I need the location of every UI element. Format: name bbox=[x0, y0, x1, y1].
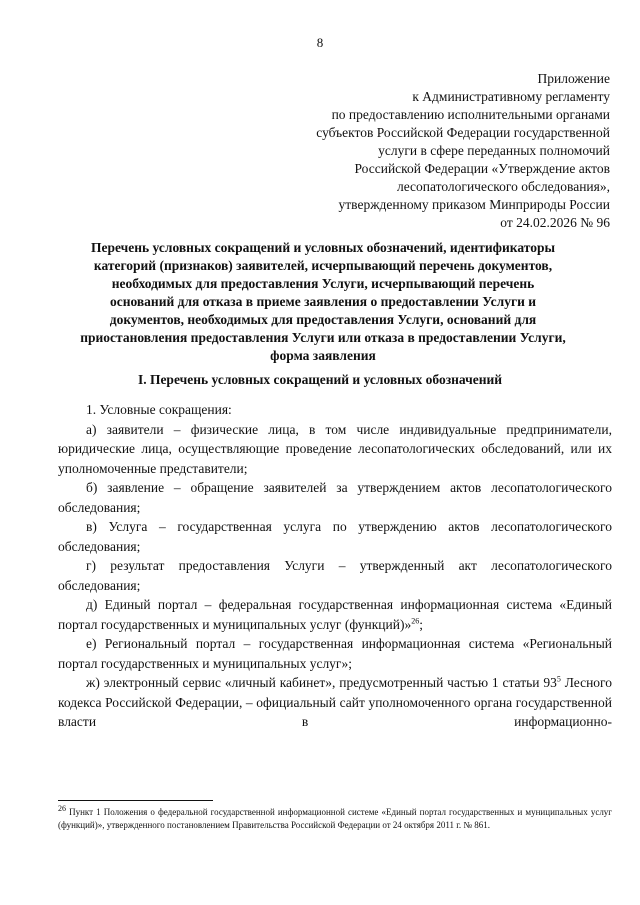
appendix-line: от 24.02.2026 № 96 bbox=[500, 215, 610, 230]
appendix-line: лесопатологического обследования», bbox=[396, 179, 610, 194]
document-title bbox=[58, 239, 588, 365]
title-line: оснований для отказа в приеме заявления о предоставлении Услуги и bbox=[109, 294, 537, 309]
list-item-zh-continuation: Лесного кодекса Российской Федерации, – официальный сайт уполномоченного органа государственной власти в информационно- bbox=[58, 675, 613, 729]
footnote-number: 26 bbox=[58, 804, 66, 813]
footnote-reference: 26 bbox=[411, 616, 420, 625]
appendix-line: к Административному регламенту bbox=[412, 89, 610, 104]
appendix-line: по предоставлению исполнительными органами bbox=[331, 107, 610, 122]
title-line: документов, необходимых для предоставления Услуги, оснований для bbox=[109, 312, 537, 327]
list-item-d-text: д) Единый портал – федеральная государственная информационная система «Единый портал государственных и муниципальных услуг (функций)» bbox=[58, 597, 612, 632]
list-item-v: в) Услуга – государственная услуга по утверждению актов лесопатологического обследования; bbox=[58, 519, 612, 554]
appendix-header bbox=[190, 70, 610, 232]
appendix-line: услуги в сфере переданных полномочий bbox=[378, 143, 610, 158]
appendix-line: утвержденному приказом Минприроды России bbox=[338, 197, 610, 212]
title-line: Перечень условных сокращений и условных обозначений, идентификаторы bbox=[91, 240, 555, 255]
list-item-d-end: ; bbox=[419, 616, 423, 632]
document-body bbox=[58, 400, 612, 732]
footnote bbox=[58, 806, 612, 832]
footnote-text: Пункт 1 Положения о федеральной государственной информационной системе «Единый портал государственных и муниципальных услуг (функций)», утвержденного постановлением Правительства Российской Федерации от 24 октября 2011 г. № 861. bbox=[58, 807, 612, 830]
title-line: категорий (признаков) заявителей, исчерпывающий перечень документов, bbox=[93, 258, 553, 273]
title-line: необходимых для предоставления Услуги, исчерпывающий перечень bbox=[111, 276, 535, 291]
appendix-line: Российской Федерации «Утверждение актов bbox=[354, 161, 610, 176]
list-item-d bbox=[58, 595, 612, 634]
list-item-a: а) заявители – физические лица, в том числе индивидуальные предприниматели, юридические лица, осуществляющие проведение лесопатологических обследований, или их уполномоченные представители; bbox=[58, 421, 612, 476]
list-item-zh bbox=[58, 673, 612, 732]
section-heading: I. Перечень условных сокращений и условных обозначений bbox=[137, 372, 503, 387]
list-heading: 1. Условные сокращения: bbox=[86, 402, 232, 417]
appendix-line: субъектов Российской Федерации государственной bbox=[316, 125, 610, 140]
footnote-divider bbox=[58, 800, 213, 801]
page-number: 8 bbox=[316, 35, 324, 50]
article-superscript: 5 bbox=[556, 674, 561, 684]
list-item-e: е) Региональный портал – государственная информационная система «Региональный портал государственных и муниципальных услуг»; bbox=[58, 636, 612, 671]
list-item-zh-text: ж) электронный сервис «личный кабинет», предусмотренный частью 1 статьи 93 bbox=[86, 675, 557, 690]
list-item-g: г) результат предоставления Услуги – утвержденный акт лесопатологического обследования; bbox=[58, 558, 612, 593]
list-item-b: б) заявление – обращение заявителей за утверждением актов лесопатологического обследования; bbox=[58, 480, 612, 515]
title-line: форма заявления bbox=[270, 348, 376, 363]
appendix-line: Приложение bbox=[537, 71, 610, 86]
title-line: приостановления предоставления Услуги или отказа в предоставлении Услуги, bbox=[80, 330, 566, 345]
